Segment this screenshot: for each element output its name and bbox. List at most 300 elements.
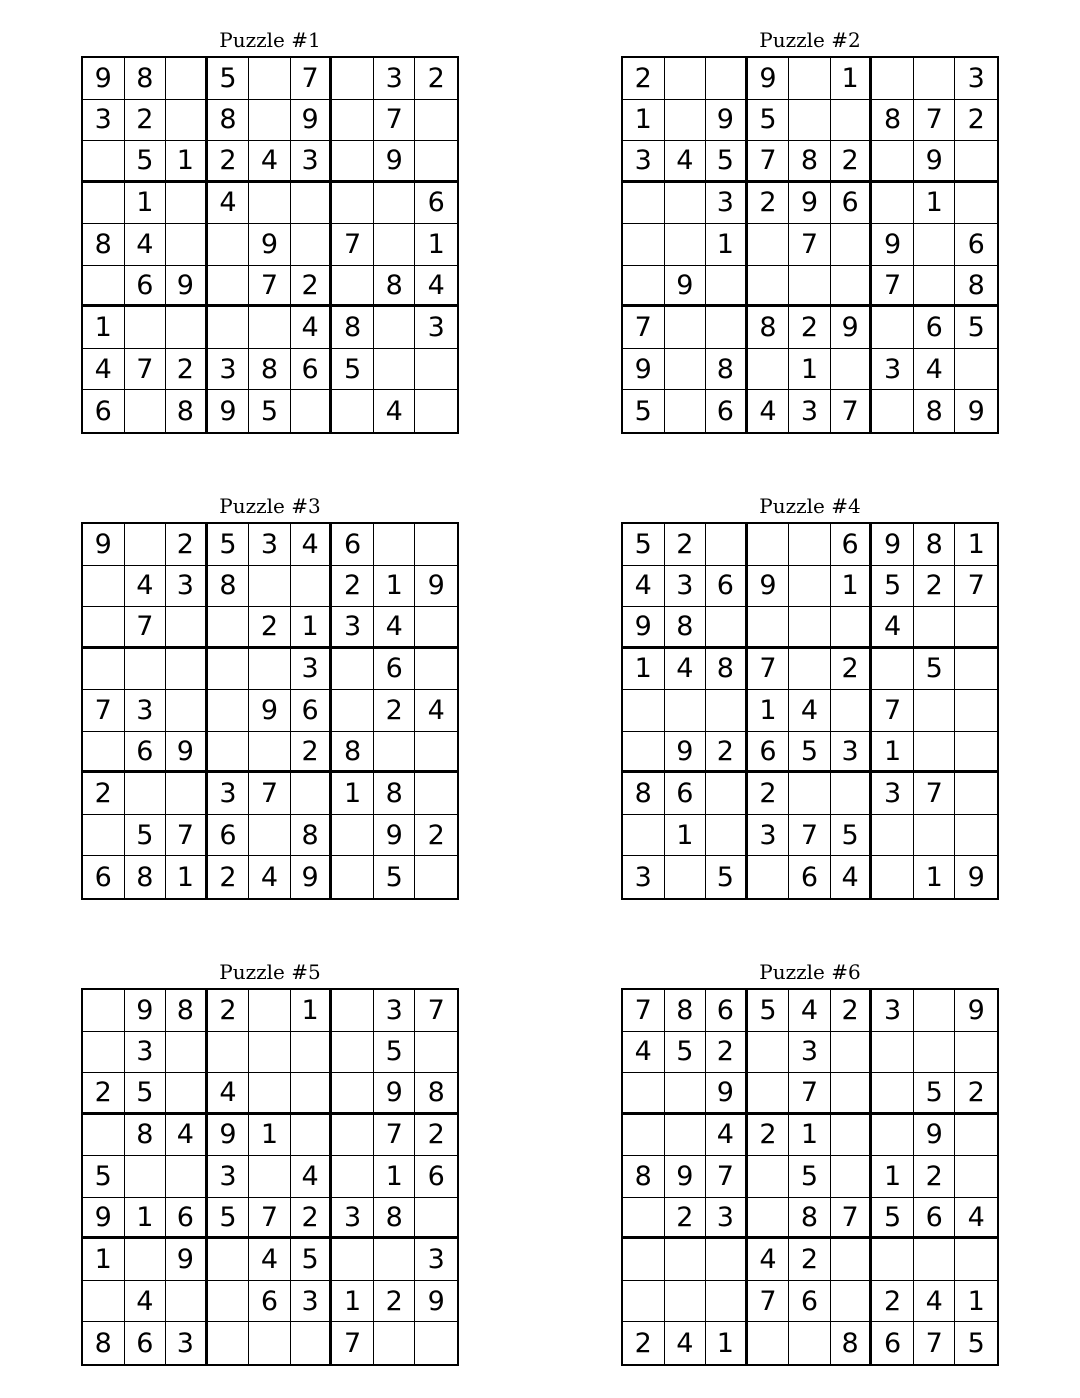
sudoku-cell [249, 183, 291, 225]
sudoku-cell [872, 390, 914, 432]
sudoku-cell [125, 307, 167, 349]
sudoku-cell [291, 1115, 333, 1157]
sudoku-cell: 3 [332, 607, 374, 649]
sudoku-cell [665, 856, 707, 898]
sudoku-cell [914, 815, 956, 857]
sudoku-cell: 8 [706, 649, 748, 691]
sudoku-cell [249, 307, 291, 349]
sudoku-cell [125, 649, 167, 691]
sudoku-cell [332, 690, 374, 732]
sudoku-cell: 6 [208, 815, 250, 857]
sudoku-cell: 6 [125, 1322, 167, 1364]
sudoku-cell [623, 1281, 665, 1323]
sudoku-cell: 1 [706, 1322, 748, 1364]
sudoku-cell [415, 524, 457, 566]
sudoku-cell: 2 [914, 566, 956, 608]
sudoku-cell: 5 [789, 1156, 831, 1198]
sudoku-cell [83, 1032, 125, 1074]
sudoku-cell: 9 [967, 395, 985, 427]
sudoku-cell: 5 [125, 141, 167, 183]
sudoku-cell: 2 [374, 1281, 416, 1323]
sudoku-cell: 2 [831, 990, 873, 1032]
sudoku-cell [748, 1322, 790, 1364]
sudoku-cell [623, 1115, 665, 1157]
sudoku-cell [706, 524, 748, 566]
sudoku-cell: 1 [291, 990, 333, 1032]
sudoku-cell: 6 [789, 856, 831, 898]
sudoku-cell: 4 [125, 1281, 167, 1323]
sudoku-cell: 2 [166, 349, 208, 391]
sudoku-cell [914, 1239, 956, 1281]
sudoku-cell: 2 [748, 773, 790, 815]
sudoku-cell: 7 [831, 390, 873, 432]
sudoku-cell: 4 [166, 1115, 208, 1157]
sudoku-cell [249, 1073, 291, 1115]
sudoku-cell [914, 732, 956, 774]
sudoku-cell [166, 224, 208, 266]
sudoku-cell: 2 [955, 1073, 997, 1115]
sudoku-cell: 7 [914, 1322, 956, 1364]
sudoku-cell: 2 [208, 856, 250, 898]
sudoku-cell: 3 [166, 1322, 208, 1364]
sudoku-cell [914, 990, 956, 1032]
sudoku-cell: 8 [415, 1073, 457, 1115]
sudoku-cell: 6 [83, 390, 125, 432]
sudoku-cell [83, 1115, 125, 1157]
sudoku-cell [789, 58, 831, 100]
sudoku-cell: 9 [706, 100, 748, 142]
sudoku-cell [83, 183, 125, 225]
sudoku-cell: 5 [872, 566, 914, 608]
sudoku-cell [665, 1281, 707, 1323]
sudoku-cell: 8 [623, 1156, 665, 1198]
sudoku-cell: 7 [955, 566, 997, 608]
sudoku-cell: 6 [374, 649, 416, 691]
sudoku-cell: 9 [374, 815, 416, 857]
sudoku-cell [332, 390, 374, 432]
sudoku-cell: 2 [291, 266, 333, 308]
sudoku-cell [831, 1115, 873, 1157]
sudoku-cell [665, 1115, 707, 1157]
puzzle-title: Puzzle #1 [219, 28, 321, 52]
sudoku-cell: 9 [872, 524, 914, 566]
sudoku-cell [789, 566, 831, 608]
sudoku-cell: 3 [955, 58, 997, 100]
sudoku-cell: 2 [623, 58, 665, 100]
sudoku-cell [83, 815, 125, 857]
sudoku-cell: 2 [789, 1239, 831, 1281]
sudoku-cell [249, 815, 291, 857]
sudoku-cell [872, 1239, 914, 1281]
sudoku-cell [623, 1073, 665, 1115]
sudoku-cell: 9 [208, 390, 250, 432]
sudoku-cell: 9 [872, 224, 914, 266]
sudoku-cell [872, 183, 914, 225]
sudoku-cell: 7 [748, 141, 790, 183]
sudoku-cell [831, 773, 873, 815]
sudoku-cell [914, 1032, 956, 1074]
sudoku-cell [83, 990, 125, 1032]
sudoku-cell [623, 1239, 665, 1281]
sudoku-cell [831, 266, 873, 308]
sudoku-cell [748, 224, 790, 266]
sudoku-cell [415, 1032, 457, 1074]
sudoku-cell [249, 100, 291, 142]
sudoku-cell [415, 390, 457, 432]
sudoku-cell: 4 [415, 690, 457, 732]
sudoku-cell: 1 [955, 524, 997, 566]
sudoku-cell: 4 [291, 524, 333, 566]
sudoku-cell: 1 [955, 1281, 997, 1323]
puzzle-title: Puzzle #5 [219, 960, 321, 984]
sudoku-cell: 1 [249, 1115, 291, 1157]
sudoku-cell [125, 773, 167, 815]
sudoku-cell: 3 [166, 566, 208, 608]
sudoku-cell [83, 566, 125, 608]
sudoku-cell [332, 1032, 374, 1074]
sudoku-cell [955, 349, 997, 391]
sudoku-cell [831, 100, 873, 142]
sudoku-cell [623, 183, 665, 225]
sudoku-cell: 9 [374, 1073, 416, 1115]
sudoku-cell [291, 566, 333, 608]
sudoku-cell: 1 [914, 183, 956, 225]
sudoku-cell: 4 [872, 607, 914, 649]
sudoku-cell: 3 [83, 100, 125, 142]
sudoku-cell [789, 266, 831, 308]
sudoku-cell: 8 [914, 390, 956, 432]
sudoku-grid [81, 56, 459, 434]
sudoku-cell: 5 [665, 1032, 707, 1074]
sudoku-cell [955, 732, 997, 774]
sudoku-cell: 5 [706, 141, 748, 183]
sudoku-cell: 5 [125, 815, 167, 857]
sudoku-grid [621, 56, 999, 434]
sudoku-cell [831, 1032, 873, 1074]
sudoku-cell: 3 [374, 58, 416, 100]
puzzle-title: Puzzle #3 [219, 494, 321, 518]
sudoku-cell: 4 [623, 566, 665, 608]
sudoku-cell: 1 [166, 141, 208, 183]
sudoku-cell [623, 815, 665, 857]
sudoku-cell [83, 141, 125, 183]
sudoku-cell [955, 1115, 997, 1157]
sudoku-cell: 8 [125, 1115, 167, 1157]
sudoku-cell: 9 [967, 861, 985, 893]
sudoku-cell: 5 [208, 58, 250, 100]
sudoku-cell: 6 [706, 390, 748, 432]
sudoku-cell: 8 [665, 990, 707, 1032]
sudoku-cell: 3 [415, 1239, 457, 1281]
sudoku-cell: 3 [332, 1198, 374, 1240]
sudoku-cell: 8 [872, 100, 914, 142]
sudoku-cell [706, 266, 748, 308]
sudoku-cell: 4 [665, 1322, 707, 1364]
sudoku-cell [415, 856, 457, 898]
sudoku-cell [83, 607, 125, 649]
sudoku-cell [831, 1239, 873, 1281]
sudoku-cell [332, 141, 374, 183]
sudoku-cell: 6 [706, 566, 748, 608]
sudoku-cell: 2 [831, 141, 873, 183]
sudoku-cell: 7 [789, 224, 831, 266]
sudoku-cell [665, 390, 707, 432]
sudoku-cell: 1 [374, 1156, 416, 1198]
sudoku-cell [208, 1239, 250, 1281]
sudoku-cell: 5 [623, 390, 665, 432]
sudoku-cell [748, 1198, 790, 1240]
sudoku-cell: 5 [291, 1239, 333, 1281]
sudoku-cell: 5 [374, 1032, 416, 1074]
sudoku-cell: 9 [665, 1156, 707, 1198]
sudoku-cell [415, 732, 457, 774]
sudoku-cell: 6 [415, 183, 457, 225]
sudoku-cell [208, 266, 250, 308]
sudoku-cell: 1 [748, 690, 790, 732]
sudoku-cell [872, 58, 914, 100]
sudoku-cell: 2 [374, 690, 416, 732]
sudoku-cell [332, 649, 374, 691]
sudoku-cell [83, 1281, 125, 1323]
sudoku-cell: 4 [706, 1115, 748, 1157]
sudoku-cell [415, 1198, 457, 1240]
sudoku-cell: 2 [789, 307, 831, 349]
sudoku-cell: 7 [623, 990, 665, 1032]
sudoku-cell: 1 [83, 1239, 125, 1281]
sudoku-cell: 9 [748, 566, 790, 608]
sudoku-cell: 2 [291, 1198, 333, 1240]
sudoku-cell: 1 [789, 1115, 831, 1157]
sudoku-cell: 4 [623, 1032, 665, 1074]
sudoku-cell: 9 [166, 1239, 208, 1281]
sudoku-cell [706, 58, 748, 100]
sudoku-puzzle-4 [621, 494, 999, 900]
sudoku-cell [914, 224, 956, 266]
sudoku-cell [789, 649, 831, 691]
sudoku-cell: 5 [748, 100, 790, 142]
puzzle-title: Puzzle #2 [759, 28, 861, 52]
sudoku-cell [291, 1322, 333, 1364]
sudoku-cell [748, 1032, 790, 1074]
sudoku-cell: 4 [249, 141, 291, 183]
sudoku-cell: 4 [914, 349, 956, 391]
sudoku-cell: 4 [789, 990, 831, 1032]
sudoku-cell: 8 [374, 773, 416, 815]
sudoku-cell [166, 100, 208, 142]
sudoku-cell: 1 [665, 815, 707, 857]
sudoku-cell [415, 649, 457, 691]
sudoku-cell [125, 1156, 167, 1198]
sudoku-cell: 1 [125, 183, 167, 225]
sudoku-cell: 6 [789, 1281, 831, 1323]
sudoku-cell [706, 1281, 748, 1323]
sudoku-cell: 2 [208, 141, 250, 183]
sudoku-cell [166, 1156, 208, 1198]
sudoku-cell: 9 [623, 349, 665, 391]
sudoku-cell [665, 183, 707, 225]
sudoku-cell: 3 [872, 773, 914, 815]
sudoku-cell [83, 732, 125, 774]
sudoku-cell: 4 [831, 856, 873, 898]
sudoku-cell [872, 856, 914, 898]
sudoku-cell: 5 [83, 1156, 125, 1198]
sudoku-cell: 2 [665, 1198, 707, 1240]
sudoku-cell: 4 [374, 607, 416, 649]
sudoku-cell [166, 649, 208, 691]
sudoku-cell: 2 [748, 183, 790, 225]
sudoku-cell: 3 [748, 815, 790, 857]
sudoku-cell [249, 649, 291, 691]
sudoku-cell [332, 815, 374, 857]
puzzle-title: Puzzle #6 [759, 960, 861, 984]
sudoku-cell: 9 [415, 1281, 457, 1323]
sudoku-cell: 9 [374, 141, 416, 183]
sudoku-cell: 2 [748, 1115, 790, 1157]
sudoku-cell [291, 773, 333, 815]
sudoku-cell [665, 690, 707, 732]
sudoku-cell: 1 [291, 607, 333, 649]
sudoku-cell: 3 [291, 1281, 333, 1323]
sudoku-cell: 9 [291, 856, 333, 898]
sudoku-cell [208, 307, 250, 349]
sudoku-cell [208, 690, 250, 732]
sudoku-cell: 7 [872, 266, 914, 308]
sudoku-cell: 5 [967, 1327, 985, 1359]
sudoku-cell: 8 [249, 349, 291, 391]
sudoku-cell: 9 [914, 1115, 956, 1157]
sudoku-cell: 8 [623, 773, 665, 815]
sudoku-cell [249, 990, 291, 1032]
sudoku-cell: 9 [83, 1198, 125, 1240]
sudoku-cell: 7 [706, 1156, 748, 1198]
sudoku-cell: 5 [872, 1198, 914, 1240]
sudoku-cell: 8 [208, 566, 250, 608]
sudoku-cell [249, 1156, 291, 1198]
sudoku-cell [665, 100, 707, 142]
sudoku-cell: 3 [789, 390, 831, 432]
sudoku-cell [166, 607, 208, 649]
sudoku-cell: 6 [706, 990, 748, 1032]
sudoku-cell: 2 [914, 1156, 956, 1198]
sudoku-cell: 7 [249, 773, 291, 815]
sudoku-cell: 7 [332, 1322, 374, 1364]
sudoku-cell: 9 [291, 100, 333, 142]
sudoku-cell: 4 [83, 349, 125, 391]
sudoku-cell: 4 [249, 856, 291, 898]
sudoku-cell: 5 [706, 856, 748, 898]
sudoku-puzzle-5 [81, 960, 459, 1366]
sudoku-cell [789, 773, 831, 815]
sudoku-cell: 8 [166, 390, 208, 432]
sudoku-cell: 7 [374, 100, 416, 142]
sudoku-cell: 6 [415, 1156, 457, 1198]
sudoku-cell: 8 [125, 856, 167, 898]
sudoku-cell: 8 [291, 815, 333, 857]
sudoku-cell: 1 [872, 732, 914, 774]
sudoku-puzzle-6 [621, 960, 999, 1366]
sudoku-cell [249, 566, 291, 608]
sudoku-cell: 8 [665, 607, 707, 649]
sudoku-cell: 4 [291, 1156, 333, 1198]
sudoku-cell [706, 690, 748, 732]
sudoku-cell: 2 [665, 524, 707, 566]
sudoku-cell: 6 [291, 690, 333, 732]
sudoku-cell: 1 [332, 773, 374, 815]
sudoku-cell: 1 [872, 1156, 914, 1198]
sudoku-cell: 3 [291, 141, 333, 183]
sudoku-cell: 7 [249, 1198, 291, 1240]
sudoku-cell: 3 [831, 732, 873, 774]
sudoku-cell: 4 [208, 183, 250, 225]
sudoku-puzzle-1 [81, 28, 459, 434]
sudoku-cell: 6 [166, 1198, 208, 1240]
sudoku-cell [955, 773, 997, 815]
sudoku-cell [415, 773, 457, 815]
sudoku-cell: 9 [249, 690, 291, 732]
sudoku-cell [332, 1239, 374, 1281]
sudoku-cell: 2 [415, 815, 457, 857]
sudoku-cell: 9 [789, 183, 831, 225]
sudoku-cell: 4 [125, 224, 167, 266]
sudoku-cell: 1 [623, 649, 665, 691]
sudoku-cell [955, 690, 997, 732]
sudoku-cell: 6 [125, 266, 167, 308]
sudoku-cell [374, 1322, 416, 1364]
sudoku-cell: 7 [125, 349, 167, 391]
sudoku-cell [914, 58, 956, 100]
sudoku-cell: 3 [415, 307, 457, 349]
sudoku-cell: 9 [208, 1115, 250, 1157]
sudoku-cell: 8 [374, 266, 416, 308]
sudoku-cell [415, 349, 457, 391]
sudoku-cell: 8 [706, 349, 748, 391]
sudoku-cell: 4 [748, 1239, 790, 1281]
sudoku-cell: 1 [125, 1198, 167, 1240]
sudoku-cell [208, 224, 250, 266]
sudoku-cell [955, 607, 997, 649]
sudoku-cell [125, 524, 167, 566]
sudoku-cell: 5 [914, 649, 956, 691]
sudoku-cell [249, 732, 291, 774]
sudoku-cell: 5 [914, 1073, 956, 1115]
sudoku-cell: 6 [665, 773, 707, 815]
sudoku-cell: 4 [665, 141, 707, 183]
sudoku-cell: 4 [125, 566, 167, 608]
sudoku-cell [166, 183, 208, 225]
sudoku-cell: 5 [208, 1198, 250, 1240]
sudoku-grid [621, 988, 999, 1366]
sudoku-cell [831, 349, 873, 391]
sudoku-cell: 6 [748, 732, 790, 774]
sudoku-cell [789, 524, 831, 566]
sudoku-cell [332, 58, 374, 100]
sudoku-cell [291, 1032, 333, 1074]
sudoku-cell [415, 607, 457, 649]
sudoku-cell [789, 607, 831, 649]
sudoku-cell: 7 [872, 690, 914, 732]
sudoku-cell [872, 1115, 914, 1157]
sudoku-cell: 8 [166, 990, 208, 1032]
sudoku-cell [872, 141, 914, 183]
sudoku-cell [208, 607, 250, 649]
sudoku-cell: 9 [415, 566, 457, 608]
sudoku-cell [831, 607, 873, 649]
sudoku-cell: 6 [249, 1281, 291, 1323]
sudoku-cell: 1 [374, 566, 416, 608]
sudoku-cell: 3 [249, 524, 291, 566]
sudoku-cell: 6 [955, 224, 997, 266]
sudoku-cell: 7 [623, 307, 665, 349]
